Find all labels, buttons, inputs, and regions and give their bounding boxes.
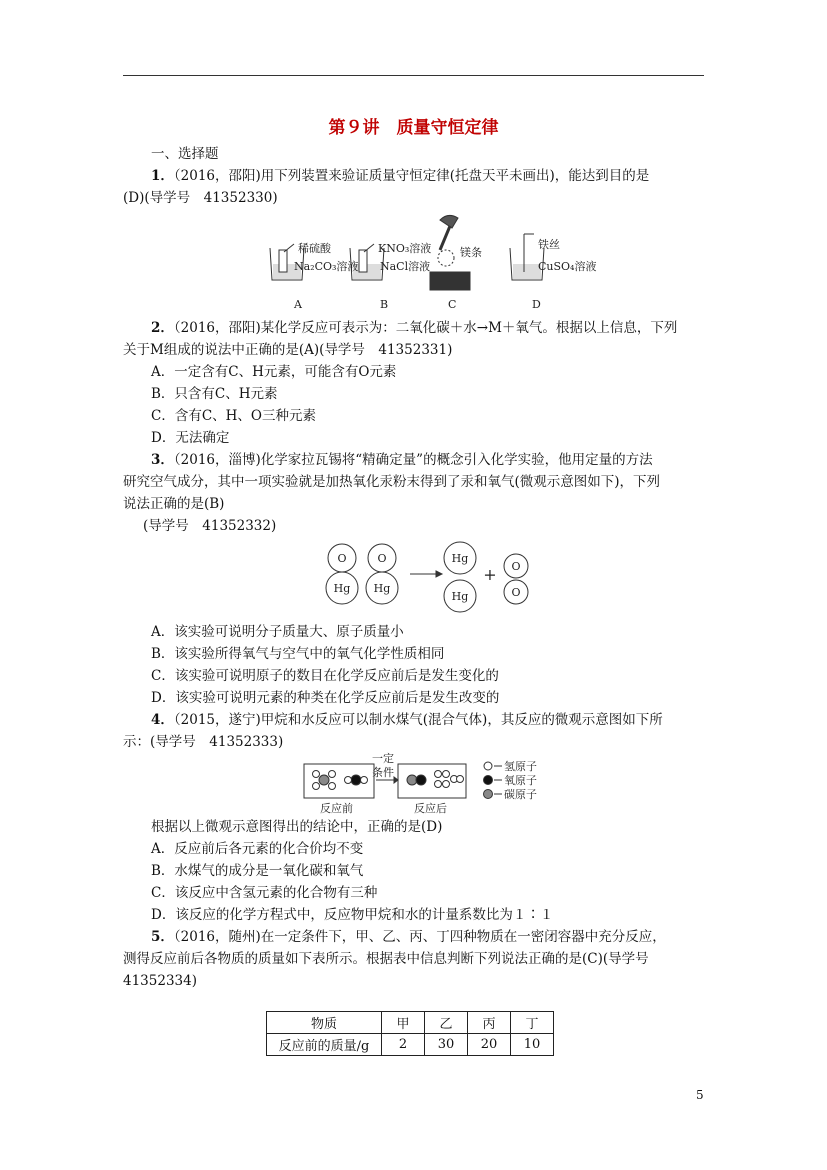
svg-text:Hg: Hg [333, 582, 351, 595]
table-cell: 20 [468, 1034, 511, 1056]
svg-text:O: O [511, 586, 521, 599]
q5-text-2: 测得反应前后各物质的质量如下表所示。根据表中信息判断下列说法正确的是(C)(导学号 [123, 951, 649, 967]
q2-option-a: A．一定含有C、H元素，可能含有O元素 [151, 364, 397, 380]
q3-text: 3．（2016，淄博)化学家拉瓦锡将“精确定量”的概念引入化学实验，他用定量的方法 [151, 452, 653, 468]
q2-text: 2．（2016，邵阳)某化学反应可表示为：二氧化碳＋水→M＋氧气。根据以上信息，下列 [151, 320, 678, 336]
table-cell: 30 [425, 1034, 468, 1056]
table-header-cell: 乙 [425, 1012, 468, 1034]
q3-option-a: A．该实验可说明分子质量大、原子质量小 [151, 624, 404, 640]
q5-text: 5．（2016，随州)在一定条件下，甲、乙、丙、丁四种物质在一密闭容器中充分反应， [151, 929, 666, 945]
svg-text:条件: 条件 [372, 766, 394, 779]
svg-text:镁条: 镁条 [460, 246, 482, 259]
q1-text: 1．（2016，邵阳)用下列装置来验证质量守恒定律(托盘天平未画出)，能达到目的是 [151, 168, 650, 184]
svg-text:O: O [337, 552, 347, 565]
svg-text:CuSO₄溶液: CuSO₄溶液 [538, 260, 597, 273]
asbestos-net [430, 272, 470, 290]
svg-text:碳原子: 碳原子 [504, 788, 537, 801]
q2-option-d: D．无法确定 [151, 430, 230, 446]
table-header-cell: 丙 [468, 1012, 511, 1034]
svg-text:Hg: Hg [451, 590, 469, 603]
svg-text:Hg: Hg [373, 582, 391, 595]
table-cell: 10 [511, 1034, 554, 1056]
q3-text-2: 研究空气成分，其中一项实验就是加热氧化汞粉末得到了汞和氧气(微观示意图如下)，下列 [123, 474, 661, 490]
svg-text:Na₂CO₃溶液: Na₂CO₃溶液 [294, 260, 359, 273]
svg-text:D: D [532, 298, 541, 311]
q2-option-c: C．含有C、H、O三种元素 [151, 408, 316, 424]
q4-reaction-diagram [300, 752, 555, 816]
q4-option-b: B．水煤气的成分是一氧化碳和氧气 [151, 863, 364, 879]
q4-option-c: C．该反应中含氢元素的化合物有三种 [151, 885, 378, 901]
page-number: 5 [696, 1088, 704, 1102]
q3-mercury-oxide-diagram [318, 538, 538, 614]
svg-text:反应前: 反应前 [320, 802, 353, 815]
q3-text-3: 说法正确的是(B) [123, 496, 225, 512]
page-title: 第９讲 质量守恒定律 [328, 118, 499, 138]
svg-text:氧原子: 氧原子 [504, 774, 537, 787]
q3-option-d: D．该实验可说明元素的种类在化学反应前后是发生改变的 [151, 690, 500, 706]
header-rule [123, 75, 704, 76]
q3-option-c: C．该实验可说明原子的数目在化学反应前后是发生变化的 [151, 668, 499, 684]
q3-text-4: (导学号 41352332) [143, 518, 277, 534]
svg-text:Hg: Hg [451, 552, 469, 565]
q3-option-b: B．该实验所得氧气与空气中的氧气化学性质相同 [151, 646, 445, 662]
svg-text:+: + [483, 565, 497, 584]
q2-option-b: B．只含有C、H元素 [151, 386, 278, 402]
table-cell: 2 [382, 1034, 425, 1056]
svg-text:B: B [380, 298, 389, 311]
table-header-cell: 物质 [267, 1012, 382, 1034]
q4-stem: 根据以上微观示意图得出的结论中，正确的是(D) [151, 819, 443, 835]
svg-text:C: C [448, 298, 457, 311]
q1-apparatus-figure [262, 212, 602, 317]
q4-text-2: 示：(导学号 41352333) [123, 734, 284, 750]
svg-text:一定: 一定 [372, 752, 394, 765]
svg-text:氢原子: 氢原子 [504, 760, 537, 773]
q4-option-a: A．反应前后各元素的化合价均不变 [151, 841, 364, 857]
q5-mass-table [266, 1011, 554, 1056]
q4-text: 4．（2015，遂宁)甲烷和水反应可以制水煤气(混合气体)，其反应的微观示意图如下所 [151, 712, 663, 728]
svg-text:O: O [377, 552, 387, 565]
svg-text:NaCl溶液: NaCl溶液 [380, 260, 431, 273]
q2-text-2: 关于M组成的说法中正确的是(A)(导学号 41352331) [123, 342, 453, 358]
q1-text-2: (D)(导学号 41352330) [123, 190, 278, 206]
section-heading: 一、选择题 [151, 146, 219, 162]
svg-text:KNO₃溶液: KNO₃溶液 [378, 242, 432, 255]
table-header-cell: 甲 [382, 1012, 425, 1034]
table-row [267, 1012, 554, 1034]
table-cell: 反应前的质量/g [267, 1034, 382, 1056]
svg-text:稀硫酸: 稀硫酸 [298, 242, 331, 255]
table-header-cell: 丁 [511, 1012, 554, 1034]
q4-option-d: D．该反应的化学方程式中，反应物甲烷和水的计量系数比为１∶１ [151, 907, 554, 923]
svg-text:反应后: 反应后 [414, 802, 447, 815]
svg-text:A: A [294, 298, 302, 311]
q5-text-3: 41352334) [123, 973, 197, 989]
svg-text:O: O [511, 560, 521, 573]
svg-text:铁丝: 铁丝 [538, 238, 560, 251]
table-row [267, 1034, 554, 1056]
